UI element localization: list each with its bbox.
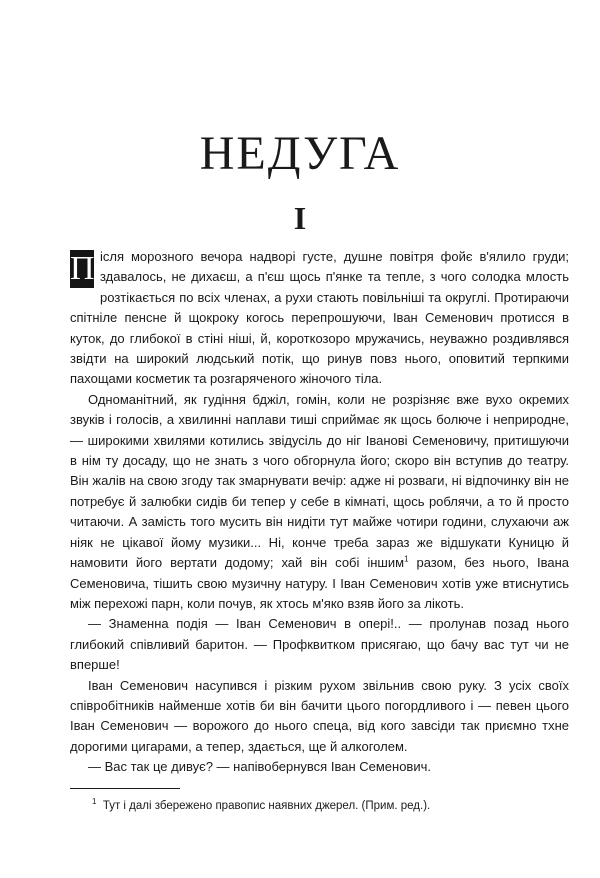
paragraph bbox=[70, 614, 569, 675]
paragraph bbox=[70, 757, 569, 777]
paragraph-text: разом, без нього, Івана Семеновича, тішить свою музичну натуру. І Іван Семенович хотів уже втиснутись між перехожі парн, коли почув, як хтось м'яко взяв його за лікоть. bbox=[70, 555, 569, 611]
chapter-number: I bbox=[293, 200, 307, 236]
footnote-text: Тут і далі збережено правопис наявних джерел. (Прим. ред.). bbox=[102, 800, 431, 812]
paragraph-text: — Вас так це дивує? — напівобернувся Іван Семенович. bbox=[88, 759, 431, 775]
footnote-mark: 1 bbox=[92, 797, 97, 807]
footnote-reference: 1 bbox=[404, 554, 409, 564]
body-text bbox=[70, 247, 569, 778]
page-title: НЕДУГА bbox=[199, 127, 401, 180]
paragraph bbox=[70, 676, 569, 758]
paragraph-text: Іван Семенович насупився і різким рухом звільнив свою руку. З усіх своїх співробітників найменше хотів би він бачити цього погордливого і — певен цього Іван Семенович — ворожого до нього спеца, від кого завсіди так приємно тхне дорогими цигарами, а тепер, здається, ще й алкоголем. bbox=[70, 677, 569, 754]
paragraph bbox=[70, 247, 569, 390]
paragraph bbox=[70, 390, 569, 614]
footnote bbox=[92, 798, 562, 814]
paragraph-text: Одноманітний, як гудіння бджіл, гомін, коли не розрізняє вже вухо окремих звуків і голосів, а хвилинні наплави тиші сприймає як щось болюче і неприродне, — широкими хвилями котились звідусіль до ніг Івановi Семеновичу, притишуючи в нім ту досаду, що не знать з чого обгорнула його; скоро він вступив до театру. Він жалів на свою згоду так змарнувати вечір: адже ні розваги, ні відпочинку він не потребує й залюбки сидів би тепер у себе в кімнаті, щось роблячи, а то й просто читаючи. А замість того мусить він нидіти тут майже чотири години, слухаючи аж ніяк не цікавої йому музики... Ні, конче треба зараз же відшукати Куницю й намовити його вертати додому; хай він собі іншим bbox=[70, 391, 569, 571]
paragraph-text: — Знаменна подія — Іван Семенович в опері!.. — пролунав позад нього глибокий співливий баритон. — Профквитком присягаю, що бачу вас тут чи не вперше! bbox=[70, 616, 569, 673]
paragraph-text: ісля морозного вечора надворі густе, душне повітря фойє в'ялило груди; здавалось, не дихаєш, а п'єш щось п'янке та тепле, з чого солодка млость розтікається по всіх членах, а рухи стають повільніші та округлі. Протираючи спітніле пенсне й щокроку когось перепрошуючи, Іван Семенович протисся в куток, до глибокої в стіні ніші, й, короткозоро мружачись, неуважно роздивлявся звідти на широкий людський потік, що ринув повз нього, оповитий терпкими пахощами косметик та розгарячeного жіночого тіла. bbox=[70, 249, 569, 387]
drop-cap: П bbox=[70, 250, 95, 287]
footnote-divider bbox=[70, 788, 180, 789]
